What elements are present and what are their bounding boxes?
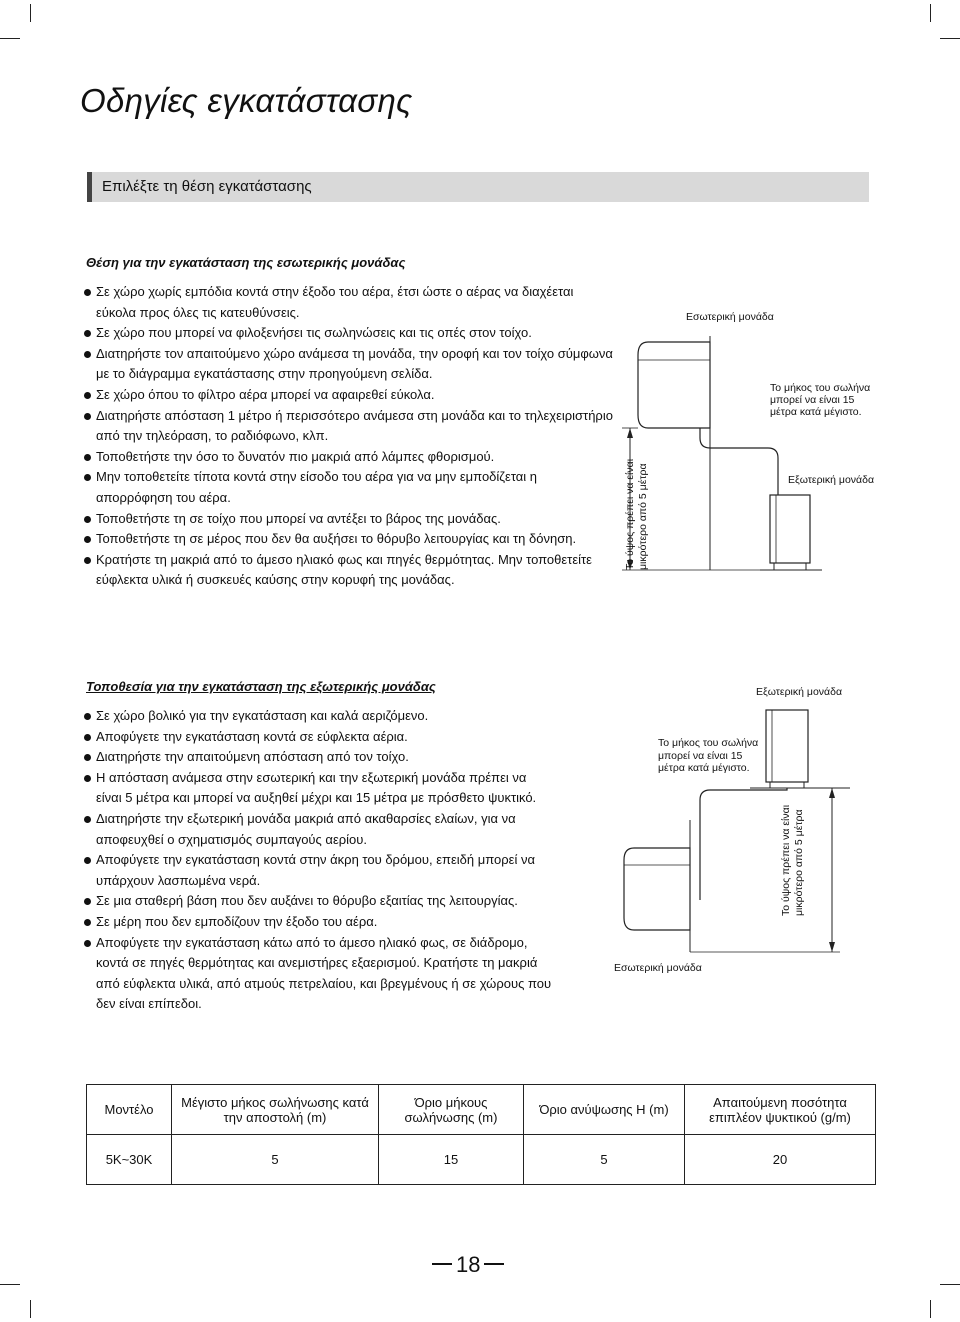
indoor-unit-shape xyxy=(624,848,690,930)
table-row xyxy=(87,1135,876,1185)
list-item: Σε χώρο βολικό για την εγκατάσταση και καλά αεριζόμενο. xyxy=(84,706,554,727)
installation-diagram-outdoor xyxy=(600,690,880,970)
diagram2-pipe-label: Το μήκος του σωλήνα μπορεί να είναι 15 μέτρα κατά μέγιστο. xyxy=(658,737,759,774)
diagram1-outdoor-label: Εξωτερική μονάδα xyxy=(788,474,875,486)
list-item: Σε μέρη που δεν εμποδίζουν την έξοδο του αέρα. xyxy=(84,912,554,933)
outdoor-heading: Τοποθεσία για την εγκατάσταση της εξωτερικής μονάδας xyxy=(86,679,436,694)
header-cell: Όριο μήκους σωλήνωσης (m) xyxy=(379,1085,524,1135)
header-cell: Απαιτούμενη ποσότητα επιπλέον ψυκτικού (g/m) xyxy=(685,1085,876,1135)
diagram1-pipe-label: Το μήκος του σωλήνα μπορεί να είναι 15 μέτρα κατά μέγιστο. xyxy=(770,382,871,418)
list-item: Αποφύγετε την εγκατάσταση κοντά στην άκρη του δρόμου, επειδή μπορεί να υπάρχουν λασπωμένα νερά. xyxy=(84,850,554,891)
diagram2-height-label-line2: μικρότερο από 5 μέτρα xyxy=(793,809,805,916)
list-item: Μην τοποθετείτε τίποτα κοντά στην είσοδο του αέρα για να μην εμποδίζεται η απορρόφηση του αέρα. xyxy=(84,467,614,508)
list-item: Τοποθετήστε την όσο το δυνατόν πιο μακριά από λάμπες φθορισμού. xyxy=(84,447,614,468)
list-item: Κρατήστε τη μακριά από το άμεσο ηλιακό φως και πηγές θερμότητας. Μην τοποθετείτε εύφλεκτα υλικά ή συσκευές καύσης στην κορυφή της μονάδας. xyxy=(84,550,614,591)
outdoor-bullet-list xyxy=(84,706,554,1015)
header-cell: Όριο ανύψωσης H (m) xyxy=(524,1085,685,1135)
indoor-bullet-list xyxy=(84,282,614,591)
list-item: Διατηρήστε απόσταση 1 μέτρο ή περισσότερο ανάμεσα στη μονάδα και το τηλεχειριστήριο από την τηλεόραση, το ραδιόφωνο, κλπ. xyxy=(84,406,614,447)
list-item: Τοποθετήστε τη σε τοίχο που μπορεί να αντέξει το βάρος της μονάδας. xyxy=(84,509,614,530)
pipe-line xyxy=(700,788,787,900)
list-item: Διατηρήστε την εξωτερική μονάδα μακριά από ακαθαρσίες ελαίων, για να αποφευχθεί ο σχηματισμός συμπαγούς αερίου. xyxy=(84,809,554,850)
crop-mark xyxy=(940,1284,960,1285)
table-cell: 5 xyxy=(524,1135,685,1185)
diagram2-height-label xyxy=(780,776,806,916)
list-item: Σε χώρο χωρίς εμπόδια κοντά στην έξοδο του αέρα, έτσι ώστε ο αέρας να διαχέεται εύκολα προς όλες τις κατευθύνσεις. xyxy=(84,282,614,323)
crop-mark xyxy=(930,1300,931,1318)
list-item: Σε χώρο όπου το φίλτρο αέρα μπορεί να αφαιρεθεί εύκολα. xyxy=(84,385,614,406)
diagram1-height-label-line1: Το ύψος πρέπει να είναι xyxy=(624,458,636,570)
page-title: Οδηγίες εγκατάστασης xyxy=(80,82,413,119)
page-number-rule-left xyxy=(432,1263,452,1265)
diagram2-outdoor-label: Εξωτερική μονάδα xyxy=(756,686,843,698)
page-number-rule-right xyxy=(484,1263,504,1265)
spec-table xyxy=(86,1084,876,1185)
list-item: Διατηρήστε την απαιτούμενη απόσταση από τον τοίχο. xyxy=(84,747,554,768)
diagram2-height-label-line1: Το ύψος πρέπει να είναι xyxy=(780,804,792,916)
table-cell: 5 xyxy=(172,1135,379,1185)
crop-mark xyxy=(0,1284,20,1285)
section-header: Επιλέξτε τη θέση εγκατάστασης xyxy=(87,172,869,202)
crop-mark xyxy=(0,38,20,39)
crop-mark xyxy=(30,1300,31,1318)
list-item: Αποφύγετε την εγκατάσταση κοντά σε εύφλεκτα αέρια. xyxy=(84,727,554,748)
header-cell: Μοντέλο xyxy=(87,1085,172,1135)
indoor-unit-shape xyxy=(638,342,710,428)
list-item: Σε χώρο που μπορεί να φιλοξενήσει τις σωληνώσεις και τις οπές στον τοίχο. xyxy=(84,323,614,344)
table-cell: 5K~30K xyxy=(87,1135,172,1185)
table-header-row xyxy=(87,1085,876,1135)
list-item: Τοποθετήστε τη σε μέρος που δεν θα αυξήσει το θόρυβο λειτουργίας και τη δόνηση. xyxy=(84,529,614,550)
list-item: Αποφύγετε την εγκατάσταση κάτω από το άμεσο ηλιακό φως, σε διάδρομο, κοντά σε πηγές θερμότητας και ανεμιστήρες εξαερισμού. Κρατήστε τη μακριά από εύφλεκτα υλικά, από ατμούς πετρελαίου, και βρεγμένους ή σε χώρους που δεν είναι επίπεδοι. xyxy=(84,933,554,1015)
table-cell: 15 xyxy=(379,1135,524,1185)
diagram2-indoor-label: Εσωτερική μονάδα xyxy=(614,962,702,974)
pipe-line xyxy=(700,428,778,495)
crop-mark xyxy=(930,4,931,22)
list-item: Σε μια σταθερή βάση που δεν αυξάνει το θόρυβο εξαιτίας της λειτουργίας. xyxy=(84,891,554,912)
diagram1-height-label-line2: μικρότερο από 5 μέτρα xyxy=(637,463,649,570)
page-number: 18 xyxy=(456,1252,481,1277)
table-cell: 20 xyxy=(685,1135,876,1185)
header-cell: Μέγιστο μήκος σωλήνωσης κατά την αποστολή (m) xyxy=(172,1085,379,1135)
list-item: Διατηρήστε τον απαιτούμενο χώρο ανάμεσα τη μονάδα, την οροφή και τον τοίχο σύμφωνα με το διάγραμμα εγκατάστασης στην προηγούμενη σελίδα. xyxy=(84,344,614,385)
indoor-heading: Θέση για την εγκατάσταση της εσωτερικής μονάδας xyxy=(86,255,406,270)
crop-mark xyxy=(940,38,960,39)
crop-mark xyxy=(30,4,31,22)
diagram1-indoor-label: Εσωτερική μονάδα xyxy=(686,311,774,323)
diagram1-height-label xyxy=(624,430,650,570)
list-item: Η απόσταση ανάμεσα στην εσωτερική και την εξωτερική μονάδα πρέπει να είναι 5 μέτρα και μπορεί να αυξηθεί μέχρι και 15 μέτρα με πρόσθετο ψυκτικό. xyxy=(84,768,554,809)
